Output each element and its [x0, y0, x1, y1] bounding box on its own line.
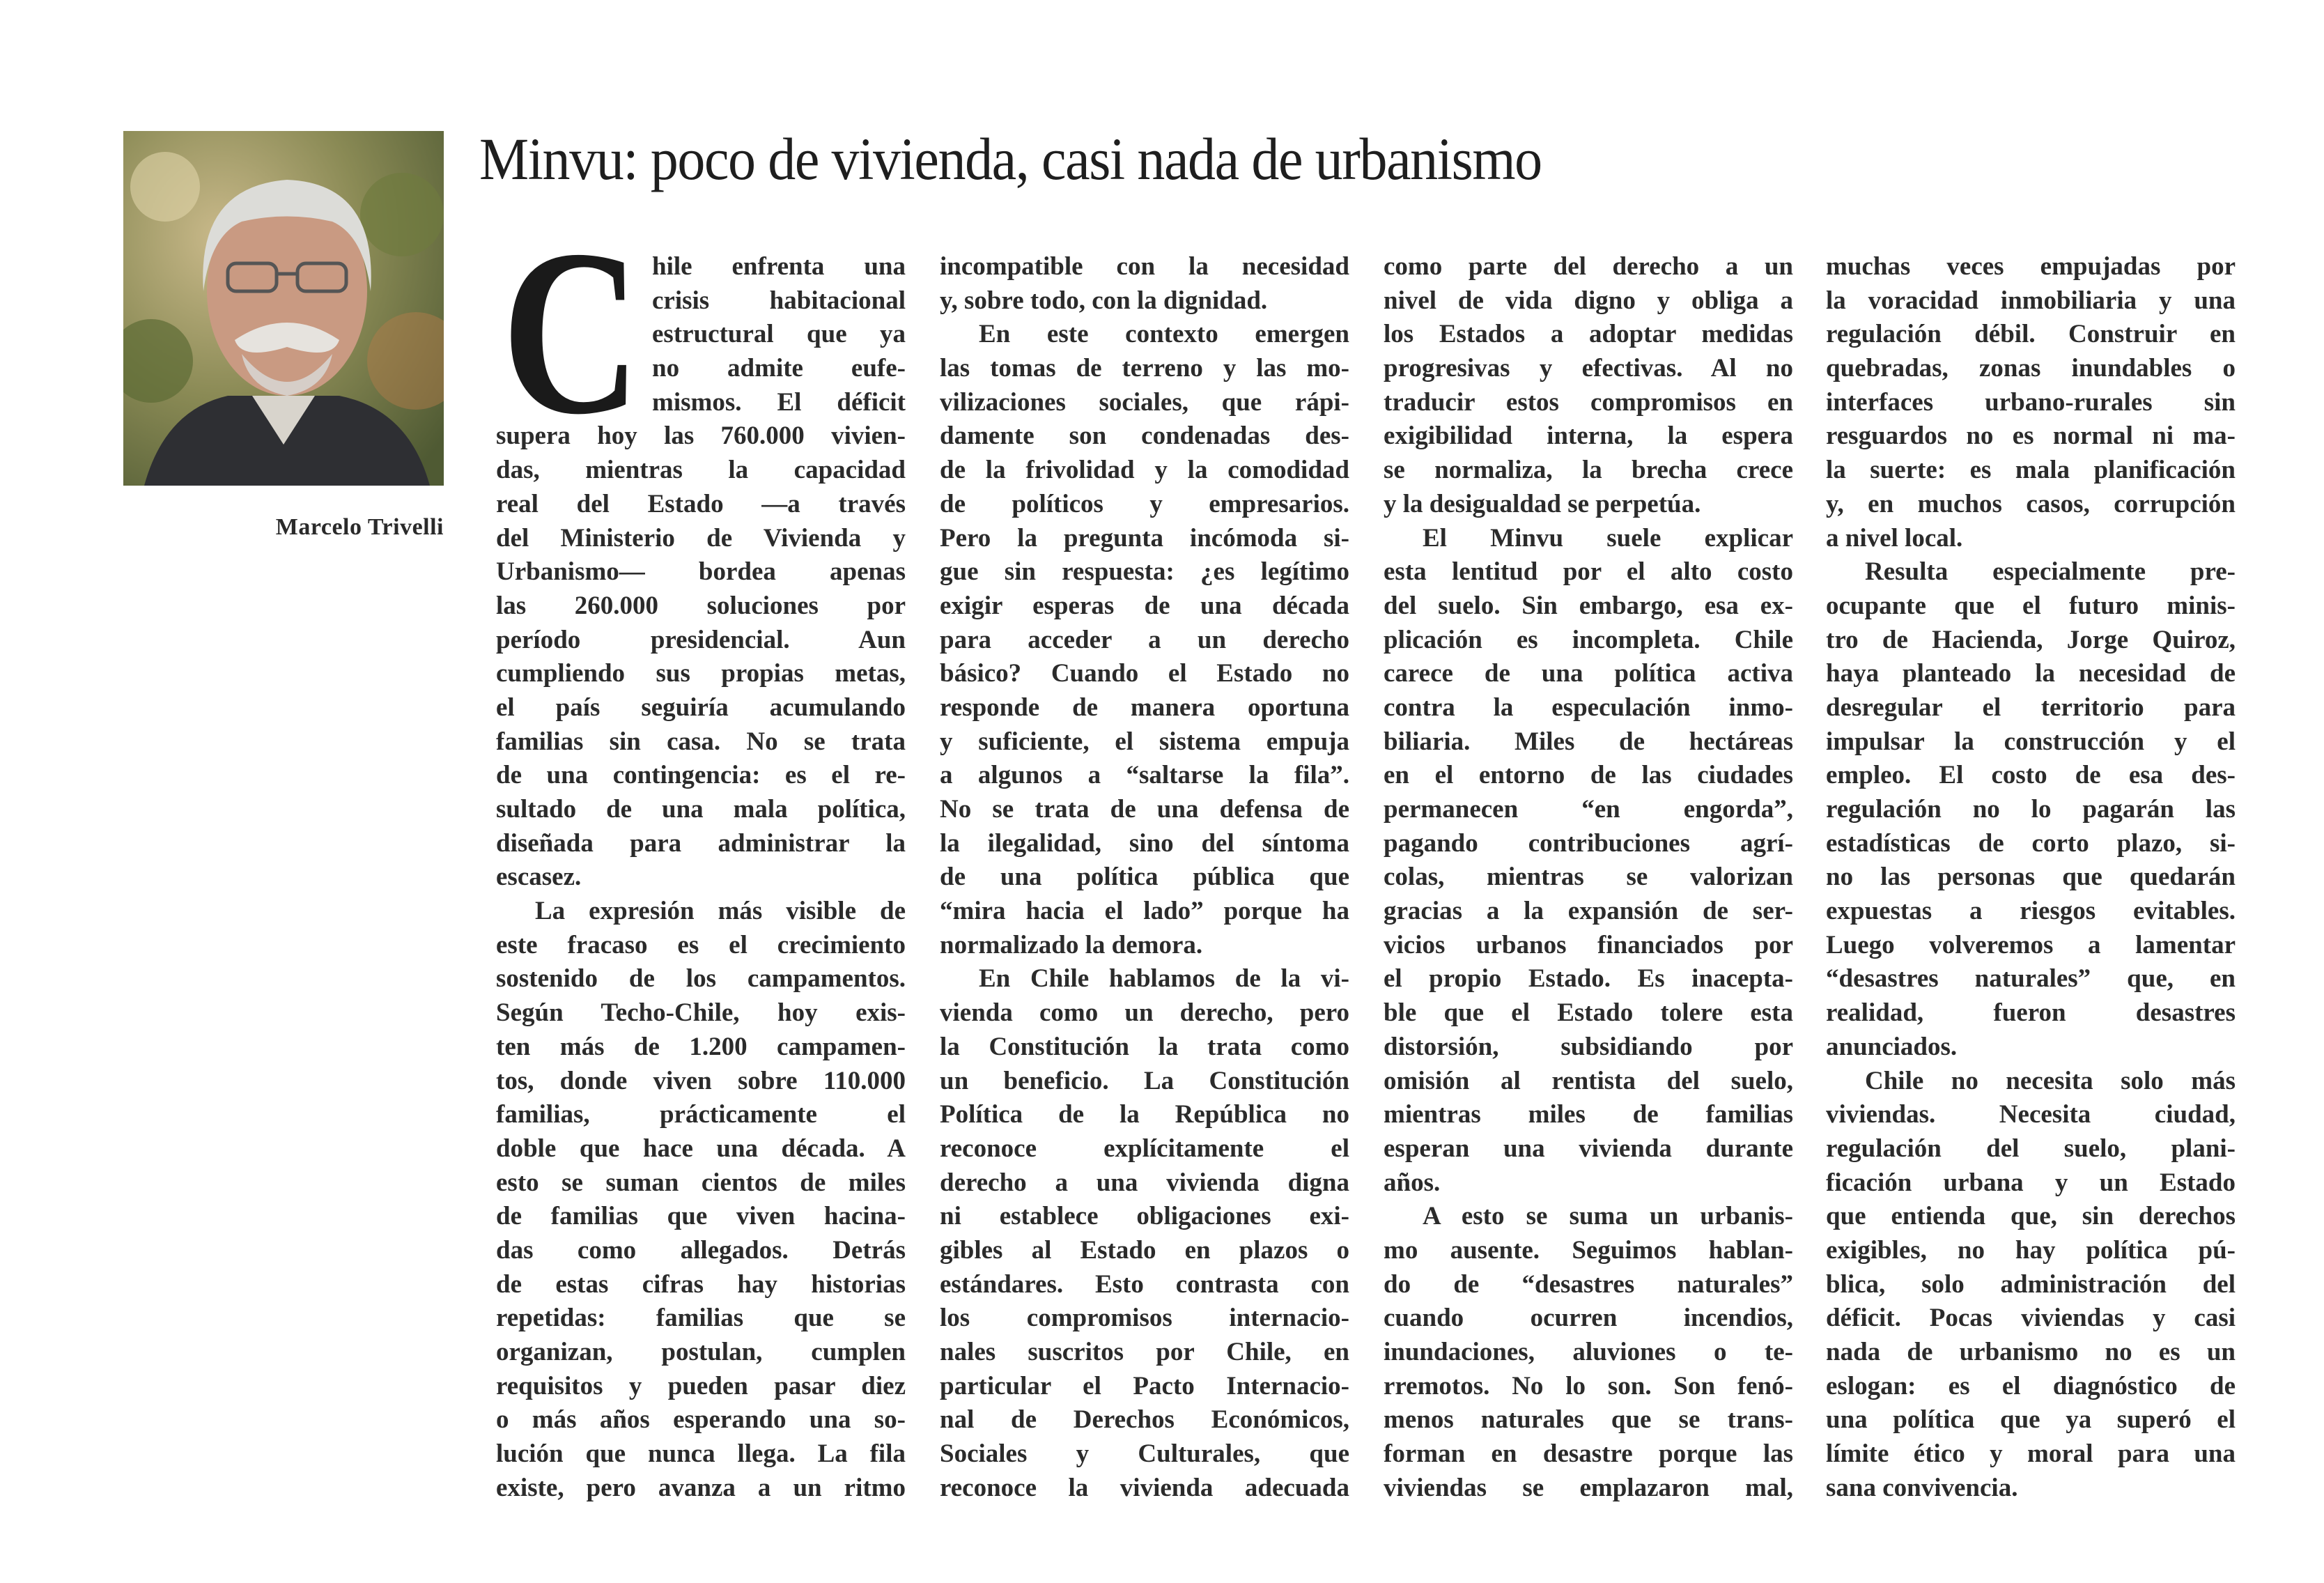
text-line: damente son condenadas des-: [940, 422, 1349, 451]
text-line: mientras miles de familias: [1384, 1100, 1793, 1129]
text-line: viviendas se emplazaron mal,: [1384, 1473, 1793, 1502]
text-line: los compromisos internacio-: [940, 1304, 1349, 1333]
text-line: pagando contribuciones agrí-: [1384, 828, 1793, 858]
text-line: el país seguiría acumulando: [496, 693, 906, 722]
text-line: forman en desastre porque las: [1384, 1439, 1793, 1469]
text-line: muchas veces empujadas por: [1826, 252, 2236, 281]
text-line: La expresión más visible de: [535, 897, 906, 926]
author-photo: [123, 131, 444, 486]
text-line: familias, prácticamente el: [496, 1100, 906, 1129]
text-line: los Estados a adoptar medidas: [1384, 320, 1793, 349]
text-line: nivel de vida digno y obliga a: [1384, 286, 1793, 315]
text-line: un beneficio. La Constitución: [940, 1066, 1349, 1095]
text-line: organizan, postulan, cumplen: [496, 1338, 906, 1366]
text-line: nal de Derechos Económicos,: [940, 1405, 1349, 1435]
text-line: la ilegalidad, sino del síntoma: [940, 828, 1349, 858]
text-line: contra la especulación inmo-: [1384, 693, 1793, 722]
text-line: reconoce explícitamente el: [940, 1134, 1349, 1163]
text-line: exigibles, no hay política pú-: [1826, 1235, 2236, 1265]
text-line: empleo. El costo de esa des-: [1826, 761, 2236, 790]
text-line: período presidencial. Aun: [496, 625, 906, 654]
text-line: en el entorno de las ciudades: [1384, 761, 1793, 790]
text-line: vienda como un derecho, pero: [940, 998, 1349, 1028]
text-line: Pero la pregunta incómoda si-: [940, 523, 1349, 553]
text-line: escasez.: [496, 863, 582, 892]
text-line: anunciados.: [1826, 1032, 1958, 1061]
text-line: colas, mientras se valorizan: [1384, 863, 1793, 892]
text-line: ocupante que el futuro minis-: [1826, 591, 2236, 620]
text-line: vilizaciones sociales, que rápi-: [940, 387, 1349, 417]
text-line: de estas cifras hay historias: [496, 1269, 906, 1299]
text-line: supera hoy las 760.000 vivien-: [496, 422, 906, 451]
text-line: diseñada para administrar la: [496, 828, 906, 858]
text-line: repetidas: familias que se: [496, 1304, 906, 1333]
article-column: [1826, 250, 2236, 1505]
text-line: rremotos. No lo son. Son fenó-: [1384, 1371, 1793, 1400]
text-line: de políticos y empresarios.: [940, 489, 1349, 518]
text-line: nada de urbanismo no es un: [1826, 1338, 2236, 1366]
text-line: doble que hace una década. A: [496, 1134, 906, 1163]
text-line: das, mientras la capacidad: [496, 456, 906, 485]
text-line: viviendas. Necesita ciudad,: [1826, 1100, 2236, 1129]
text-line: estadísticas de corto plazo, si-: [1826, 828, 2236, 858]
text-line: tro de Hacienda, Jorge Quiroz,: [1826, 625, 2236, 654]
text-line: omisión al rentista del suelo,: [1384, 1066, 1793, 1095]
drop-cap: [502, 245, 648, 419]
text-line: límite ético y moral para una: [1826, 1439, 2236, 1469]
text-line: Resulta especialmente pre-: [1865, 557, 2236, 587]
text-line: ficación urbana y un Estado: [1826, 1168, 2236, 1197]
text-line: expuestas a riesgos evitables.: [1826, 897, 2236, 926]
text-line: las tomas de terreno y las mo-: [940, 354, 1349, 383]
text-line: biliaria. Miles de hectáreas: [1384, 727, 1793, 756]
text-line: Sociales y Culturales, que: [940, 1439, 1349, 1469]
text-line: Chile no necesita solo más: [1865, 1066, 2236, 1095]
text-line: de una contingencia: es el re-: [496, 761, 906, 790]
paragraph: [940, 250, 1349, 318]
text-line: para acceder a un derecho: [940, 625, 1349, 654]
text-line: No se trata de una defensa de: [940, 795, 1349, 824]
text-line: a nivel local.: [1826, 523, 1963, 553]
text-line: progresivas y efectivas. Al no: [1384, 354, 1793, 383]
text-line: En este contexto emergen: [979, 320, 1349, 349]
text-line: del suelo. Sin embargo, esa ex-: [1384, 591, 1793, 620]
text-line: déficit. Pocas viviendas y casi: [1826, 1304, 2236, 1333]
text-line: la voracidad inmobiliaria y una: [1826, 286, 2236, 315]
text-line: o más años esperando una so-: [496, 1405, 906, 1435]
text-line: sana convivencia.: [1826, 1473, 2018, 1502]
paragraph: [496, 895, 906, 1505]
paragraph: [940, 318, 1349, 962]
text-line: carece de una política activa: [1384, 659, 1793, 688]
text-line: estándares. Esto contrasta con: [940, 1269, 1349, 1299]
text-line: interfaces urbano-rurales sin: [1826, 387, 2236, 417]
text-line: como parte del derecho a un: [1384, 252, 1793, 281]
paragraph: [1384, 522, 1793, 1200]
text-line: responde de manera oportuna: [940, 693, 1349, 722]
text-line: del Ministerio de Vivienda y: [496, 523, 906, 553]
text-line: esto se suman cientos de miles: [496, 1168, 906, 1197]
text-line: el propio Estado. Es inacepta-: [1384, 964, 1793, 994]
text-line: eslogan: es el diagnóstico de: [1826, 1371, 2236, 1400]
text-line: El Minvu suele explicar: [1423, 523, 1793, 553]
text-line: ten más de 1.200 campamen-: [496, 1032, 906, 1061]
text-line: sostenido de los campamentos.: [496, 964, 906, 994]
text-line: impulsar la construcción y el: [1826, 727, 2236, 756]
paragraph: [1384, 1200, 1793, 1505]
article-column: [940, 250, 1349, 1505]
paragraph: [1826, 250, 2236, 555]
paragraph: [1384, 250, 1793, 522]
text-line: gracias a la expansión de ser-: [1384, 897, 1793, 926]
text-line: regulación débil. Construir en: [1826, 320, 2236, 349]
text-line: traducir estos compromisos en: [1384, 387, 1793, 417]
text-line: incompatible con la necesidad: [940, 252, 1349, 281]
text-line: y la desigualdad se perpetúa.: [1384, 489, 1701, 518]
text-line: distorsión, subsidiando por: [1384, 1032, 1793, 1061]
text-line: de la frivolidad y la comodidad: [940, 456, 1349, 485]
text-line: las 260.000 soluciones por: [496, 591, 906, 620]
text-line: una política que ya superó el: [1826, 1405, 2236, 1435]
text-line: de una política pública que: [940, 863, 1349, 892]
text-line: mo ausente. Seguimos hablan-: [1384, 1235, 1793, 1265]
text-line: permanecen “en engorda”,: [1384, 795, 1793, 824]
article-title: Minvu: poco de vivienda, casi nada de urbanismo: [479, 125, 1542, 192]
text-line: y suficiente, el sistema empuja: [940, 727, 1349, 756]
text-line: y, sobre todo, con la dignidad.: [940, 286, 1268, 315]
text-line: se normaliza, la brecha crece: [1384, 456, 1793, 485]
text-line: la Constitución la trata como: [940, 1032, 1349, 1061]
text-line: cuando ocurren incendios,: [1384, 1304, 1793, 1333]
text-line: Urbanismo— bordea apenas: [496, 557, 906, 587]
text-line: este fracaso es el crecimiento: [496, 930, 906, 959]
author-name: Marcelo Trivelli: [275, 514, 444, 540]
text-line: das como allegados. Detrás: [496, 1235, 906, 1265]
text-line: ble que el Estado tolere esta: [1384, 998, 1793, 1028]
text-line: sultado de una mala política,: [496, 795, 906, 824]
text-line: ni establece obligaciones exi-: [940, 1202, 1349, 1231]
text-line: básico? Cuando el Estado no: [940, 659, 1349, 688]
text-line: A esto se suma un urbanis-: [1423, 1202, 1793, 1231]
paragraph: [940, 962, 1349, 1505]
drop-cap-letter: C: [502, 245, 641, 419]
text-line: blica, solo administración del: [1826, 1269, 2236, 1299]
text-line: En Chile hablamos de la vi-: [979, 964, 1349, 994]
paragraph: [1826, 1065, 2236, 1506]
text-line: real del Estado —a través: [496, 489, 906, 518]
text-line: que entienda que, sin derechos: [1826, 1202, 2236, 1231]
text-line: existe, pero avanza a un ritmo: [496, 1473, 906, 1502]
text-line: no las personas que quedarán: [1826, 863, 2236, 892]
article-column: [496, 245, 906, 1505]
text-line: Política de la República no: [940, 1100, 1349, 1129]
text-line: normalizado la demora.: [940, 930, 1203, 959]
text-line: exigir esperas de una década: [940, 591, 1349, 620]
text-line: la suerte: es mala planificación: [1826, 456, 2236, 485]
text-line: esta lentitud por el alto costo: [1384, 557, 1793, 587]
text-line: no admite eufe-: [652, 354, 906, 383]
text-line: “desastres naturales” que, en: [1826, 964, 2236, 994]
text-line: gue sin respuesta: ¿es legítimo: [940, 557, 1349, 587]
text-line: desregular el territorio para: [1826, 693, 2236, 722]
text-line: y, en muchos casos, corrupción: [1826, 489, 2236, 518]
text-line: haya planteado la necesidad de: [1826, 659, 2236, 688]
text-line: exigibilidad interna, la espera: [1384, 422, 1793, 451]
text-line: “mira hacia el lado” porque ha: [940, 897, 1349, 926]
text-line: reconoce la vivienda adecuada: [940, 1473, 1349, 1502]
text-line: familias sin casa. No se trata: [496, 727, 906, 756]
text-line: gibles al Estado en plazos o: [940, 1235, 1349, 1265]
text-line: derecho a una vivienda digna: [940, 1168, 1349, 1197]
text-line: de familias que viven hacina-: [496, 1202, 906, 1231]
text-line: nales suscritos por Chile, en: [940, 1338, 1349, 1366]
text-line: requisitos y pueden pasar diez: [496, 1371, 906, 1400]
text-line: mismos. El déficit: [652, 387, 906, 417]
text-line: regulación del suelo, plani-: [1826, 1134, 2236, 1163]
text-line: do de “desastres naturales”: [1384, 1269, 1793, 1299]
text-line: cumpliendo sus propias metas,: [496, 659, 906, 688]
text-line: tos, donde viven sobre 110.000: [496, 1066, 906, 1095]
text-line: inundaciones, aluviones o te-: [1384, 1338, 1793, 1366]
text-line: Luego volveremos a lamentar: [1826, 930, 2236, 959]
text-line: vicios urbanos financiados por: [1384, 930, 1793, 959]
text-line: a algunos a “saltarse la fila”.: [940, 761, 1349, 790]
paragraph: [1826, 555, 2236, 1064]
text-line: quebradas, zonas inundables o: [1826, 354, 2236, 383]
text-line: regulación no lo pagarán las: [1826, 795, 2236, 824]
text-line: crisis habitacional: [652, 286, 906, 315]
text-line: resguardos no es normal ni ma-: [1826, 422, 2236, 451]
text-line: hile enfrenta una: [652, 252, 906, 281]
text-line: realidad, fueron desastres: [1826, 998, 2236, 1028]
text-line: menos naturales que se trans-: [1384, 1405, 1793, 1435]
article-column: [1384, 250, 1793, 1505]
text-line: particular el Pacto Internacio-: [940, 1371, 1349, 1400]
text-line: años.: [1384, 1168, 1441, 1197]
text-line: estructural que ya: [652, 320, 906, 349]
text-line: lución que nunca llega. La fila: [496, 1439, 906, 1469]
text-line: esperan una vivienda durante: [1384, 1134, 1793, 1163]
text-line: plicación es incompleta. Chile: [1384, 625, 1793, 654]
text-line: Según Techo-Chile, hoy exis-: [496, 998, 906, 1028]
